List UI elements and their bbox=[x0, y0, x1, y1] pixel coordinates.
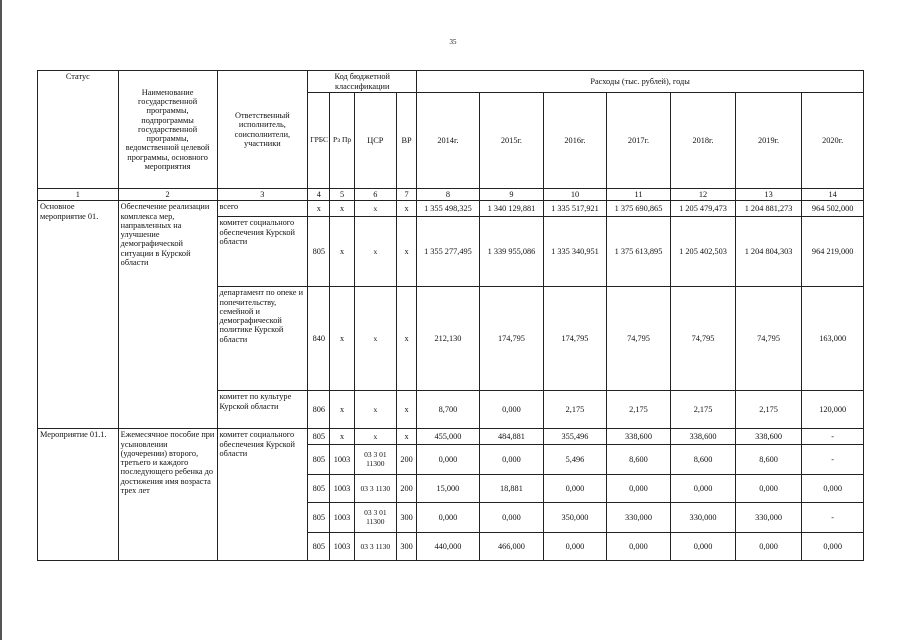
cell-executor: комитет социального обеспечения Курской области bbox=[217, 217, 308, 287]
cell-value: 1 355 277,495 bbox=[417, 217, 480, 287]
cell-value: 0,000 bbox=[802, 475, 864, 503]
header-year: 2014г. bbox=[417, 93, 480, 189]
cell-value: 163,000 bbox=[802, 287, 864, 391]
header-year: 2017г. bbox=[606, 93, 671, 189]
cell-value: 2,175 bbox=[671, 391, 736, 429]
cell-name: Обеспечение реализации комплекса мер, направленных на улучшение демографической ситуации в Курской области bbox=[118, 201, 217, 429]
cell-rzpr: x bbox=[330, 391, 354, 429]
cell-value: 0,000 bbox=[802, 533, 864, 561]
header-rzpr: Рз Пр bbox=[330, 93, 354, 189]
column-number-row bbox=[38, 189, 864, 201]
column-number: 10 bbox=[544, 189, 607, 201]
cell-rzpr: 1003 bbox=[330, 533, 354, 561]
cell-value: 330,000 bbox=[606, 503, 671, 533]
cell-value: 1 375 690,865 bbox=[606, 201, 671, 217]
cell-value: 338,600 bbox=[606, 429, 671, 445]
cell-value: 1 335 517,921 bbox=[544, 201, 607, 217]
column-number: 11 bbox=[606, 189, 671, 201]
cell-value: - bbox=[802, 503, 864, 533]
cell-value: 0,000 bbox=[417, 445, 480, 475]
cell-grbs: 805 bbox=[308, 429, 330, 445]
cell-csr: x bbox=[354, 217, 396, 287]
column-number: 9 bbox=[479, 189, 544, 201]
cell-grbs: 805 bbox=[308, 445, 330, 475]
cell-value: 330,000 bbox=[671, 503, 736, 533]
cell-value: 0,000 bbox=[544, 533, 607, 561]
cell-value: 330,000 bbox=[735, 503, 802, 533]
cell-value: 1 205 479,473 bbox=[671, 201, 736, 217]
scan-left-edge bbox=[0, 0, 2, 640]
header-year: 2020г. bbox=[802, 93, 864, 189]
column-number: 6 bbox=[354, 189, 396, 201]
cell-value: 1 339 955,086 bbox=[479, 217, 544, 287]
header-year: 2016г. bbox=[544, 93, 607, 189]
header-code-group: Код бюджетной классификации bbox=[308, 71, 417, 93]
cell-csr: x bbox=[354, 429, 396, 445]
header-year: 2019г. bbox=[735, 93, 802, 189]
cell-name: Ежемесячное пособие при усыновлении (удочерении) второго, третьего и каждого последующего ребенка до достижения имя возраста трех лет bbox=[118, 429, 217, 561]
cell-grbs: 805 bbox=[308, 475, 330, 503]
cell-value: - bbox=[802, 445, 864, 475]
cell-value: 1 204 804,303 bbox=[735, 217, 802, 287]
cell-value: 0,000 bbox=[671, 475, 736, 503]
table-row bbox=[38, 429, 864, 445]
cell-vr: x bbox=[396, 391, 416, 429]
cell-csr: x bbox=[354, 201, 396, 217]
cell-status: Мероприятие 01.1. bbox=[38, 429, 119, 561]
cell-value: 1 335 340,951 bbox=[544, 217, 607, 287]
cell-value: 1 204 881,273 bbox=[735, 201, 802, 217]
cell-value: 120,000 bbox=[802, 391, 864, 429]
cell-value: 440,000 bbox=[417, 533, 480, 561]
cell-rzpr: 1003 bbox=[330, 475, 354, 503]
cell-csr: x bbox=[354, 391, 396, 429]
column-number: 2 bbox=[118, 189, 217, 201]
cell-csr: 03 3 1130 bbox=[354, 475, 396, 503]
header-row-1 bbox=[38, 71, 864, 93]
cell-value: 174,795 bbox=[479, 287, 544, 391]
cell-vr: 300 bbox=[396, 533, 416, 561]
column-number: 8 bbox=[417, 189, 480, 201]
cell-value: 0,000 bbox=[417, 503, 480, 533]
cell-value: 5,496 bbox=[544, 445, 607, 475]
cell-vr: 200 bbox=[396, 445, 416, 475]
header-year: 2015г. bbox=[479, 93, 544, 189]
cell-value: 74,795 bbox=[735, 287, 802, 391]
cell-csr: 03 3 01 11300 bbox=[354, 503, 396, 533]
cell-grbs: 805 bbox=[308, 217, 330, 287]
header-csr: ЦСР bbox=[354, 93, 396, 189]
cell-value: 2,175 bbox=[606, 391, 671, 429]
cell-vr: x bbox=[396, 287, 416, 391]
cell-value: 964 219,000 bbox=[802, 217, 864, 287]
cell-value: 338,600 bbox=[671, 429, 736, 445]
header-vr: ВР bbox=[396, 93, 416, 189]
cell-value: 1 355 498,325 bbox=[417, 201, 480, 217]
cell-value: 1 340 129,881 bbox=[479, 201, 544, 217]
column-number: 13 bbox=[735, 189, 802, 201]
column-number: 14 bbox=[802, 189, 864, 201]
cell-vr: 300 bbox=[396, 503, 416, 533]
header-status: Статус bbox=[38, 71, 119, 189]
cell-value: 0,000 bbox=[671, 533, 736, 561]
cell-value: 1 375 613,895 bbox=[606, 217, 671, 287]
cell-value: 0,000 bbox=[735, 475, 802, 503]
cell-vr: x bbox=[396, 217, 416, 287]
cell-value: 466,000 bbox=[479, 533, 544, 561]
cell-vr: 200 bbox=[396, 475, 416, 503]
cell-rzpr: 1003 bbox=[330, 445, 354, 475]
cell-value: 0,000 bbox=[735, 533, 802, 561]
cell-vr: x bbox=[396, 201, 416, 217]
cell-value: 0,000 bbox=[606, 533, 671, 561]
cell-executor: всего bbox=[217, 201, 308, 217]
column-number: 4 bbox=[308, 189, 330, 201]
cell-value: 0,000 bbox=[544, 475, 607, 503]
cell-value: 8,600 bbox=[606, 445, 671, 475]
column-number: 1 bbox=[38, 189, 119, 201]
cell-executor: комитет по культуре Курской области bbox=[217, 391, 308, 429]
cell-grbs: x bbox=[308, 201, 330, 217]
cell-rzpr: x bbox=[330, 287, 354, 391]
cell-value: 74,795 bbox=[606, 287, 671, 391]
cell-value: 74,795 bbox=[671, 287, 736, 391]
page-number: 35 bbox=[449, 38, 457, 46]
cell-value: 8,600 bbox=[735, 445, 802, 475]
table-row bbox=[38, 201, 864, 217]
cell-value: 15,000 bbox=[417, 475, 480, 503]
cell-value: 355,496 bbox=[544, 429, 607, 445]
column-number: 7 bbox=[396, 189, 416, 201]
column-number: 3 bbox=[217, 189, 308, 201]
cell-grbs: 805 bbox=[308, 503, 330, 533]
cell-value: 0,000 bbox=[479, 391, 544, 429]
cell-value: 338,600 bbox=[735, 429, 802, 445]
budget-table bbox=[37, 70, 864, 561]
cell-csr: 03 3 1130 bbox=[354, 533, 396, 561]
cell-grbs: 840 bbox=[308, 287, 330, 391]
cell-value: 0,000 bbox=[479, 503, 544, 533]
header-name: Наименование государственной программы, подпрограммы государственной программы, ведомственной целевой программы, основного мероприятия bbox=[118, 71, 217, 189]
cell-value: 2,175 bbox=[544, 391, 607, 429]
cell-rzpr: x bbox=[330, 217, 354, 287]
cell-value: 8,600 bbox=[671, 445, 736, 475]
table-body bbox=[38, 71, 864, 561]
cell-executor: комитет социального обеспечения Курской области bbox=[217, 429, 308, 561]
cell-grbs: 806 bbox=[308, 391, 330, 429]
cell-grbs: 805 bbox=[308, 533, 330, 561]
cell-value: 1 205 402,503 bbox=[671, 217, 736, 287]
cell-value: 174,795 bbox=[544, 287, 607, 391]
cell-rzpr: 1003 bbox=[330, 503, 354, 533]
cell-value: - bbox=[802, 429, 864, 445]
header-expenses-group: Расходы (тыс. рублей), годы bbox=[417, 71, 864, 93]
column-number: 12 bbox=[671, 189, 736, 201]
column-number: 5 bbox=[330, 189, 354, 201]
cell-vr: x bbox=[396, 429, 416, 445]
cell-rzpr: x bbox=[330, 201, 354, 217]
cell-rzpr: x bbox=[330, 429, 354, 445]
header-year: 2018г. bbox=[671, 93, 736, 189]
cell-value: 0,000 bbox=[479, 445, 544, 475]
cell-executor: департамент по опеке и попечительству, семейной и демографической политике Курской области bbox=[217, 287, 308, 391]
cell-value: 212,130 bbox=[417, 287, 480, 391]
cell-value: 964 502,000 bbox=[802, 201, 864, 217]
cell-value: 2,175 bbox=[735, 391, 802, 429]
cell-value: 0,000 bbox=[606, 475, 671, 503]
cell-value: 8,700 bbox=[417, 391, 480, 429]
cell-value: 455,000 bbox=[417, 429, 480, 445]
header-grbs: ГРБС bbox=[308, 93, 330, 189]
cell-value: 18,881 bbox=[479, 475, 544, 503]
cell-status: Основное мероприятие 01. bbox=[38, 201, 119, 429]
cell-value: 484,881 bbox=[479, 429, 544, 445]
cell-value: 350,000 bbox=[544, 503, 607, 533]
cell-csr: x bbox=[354, 287, 396, 391]
header-executor: Ответственный исполнитель, соисполнители, участники bbox=[217, 71, 308, 189]
cell-csr: 03 3 01 11300 bbox=[354, 445, 396, 475]
